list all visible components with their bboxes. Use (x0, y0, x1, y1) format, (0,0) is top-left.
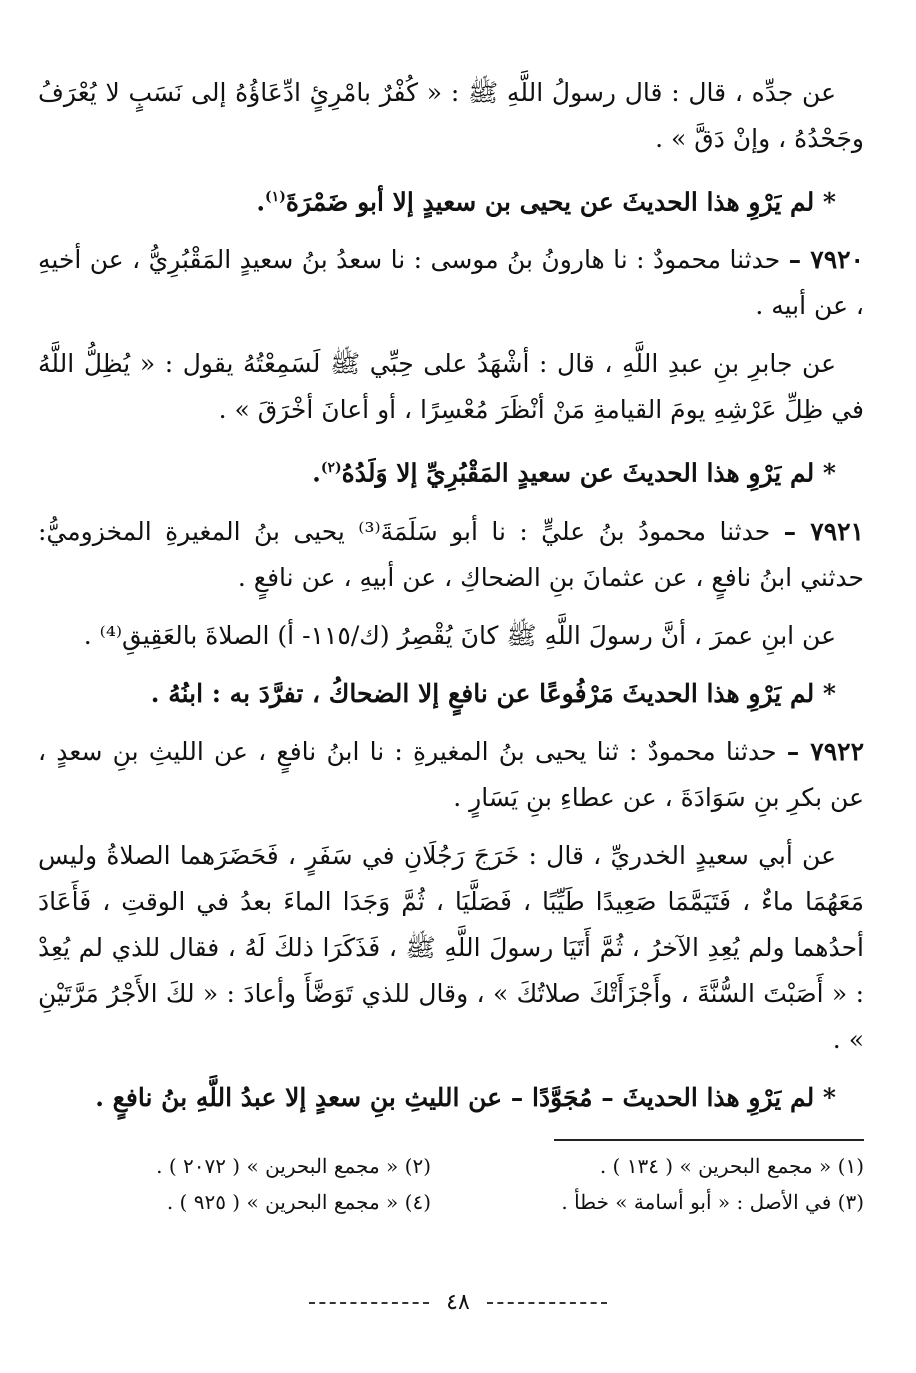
note-line-1 (38, 174, 864, 225)
footnotes (38, 1151, 864, 1217)
footnote-3: (٣) في الأصل : « أبو أسامة » خطأ . (561, 1189, 864, 1214)
paragraph-2-text: عن جابرِ بنِ عبدِ اللَّهِ ، قال : أشْهَدُ على حِبِّي ﷺ لَسَمِعْتُهُ يقول : « يُظِلُّ اللَّهُ في ظِلِّ عَرْشِهِ يومَ القيامةِ مَنْ أنْظَرَ مُعْسِرًا ، أو أعانَ أخْرَقَ » . (38, 349, 864, 425)
page-footer (0, 1290, 916, 1315)
hadith-7920-text: حدثنا محمودٌ : نا هارونُ بنُ موسى : نا سعدُ بنُ سعيدٍ المَقْبُرِيُّ ، عن أخيهِ ، عن أبيه . (38, 245, 864, 321)
footnote-ref-2: (٢) (320, 460, 342, 477)
footnote-2: (٢) « مجمع البحرين » ( ٢٠٧٢ ) . (156, 1153, 431, 1178)
paragraph-4 (38, 833, 864, 1063)
page-number: ٤٨ (446, 1290, 470, 1315)
paragraph-1 (38, 70, 864, 162)
footnote-4: (٤) « مجمع البحرين » ( ٩٢٥ ) . (166, 1189, 431, 1214)
paragraph-1-text: عن جدِّه ، قال : قال رسولُ اللَّهِ ﷺ : « كُفْرٌ بامْرِئٍ ادِّعَاؤُهُ إلى نَسَبٍ لا يُعْرَفُ وجَحْدُهُ ، وإنْ دَقَّ » . (38, 78, 864, 153)
hadith-7921-text: حدثنا محمودُ بنُ عليٍّ : نا أبو سَلَمَةَ⁽³⁾ يحيى بنُ المغيرةِ المخزوميُّ: حدثني ابنُ نافعٍ ، عن عثمانَ بنِ الضحاكِ ، عن أبيهِ ، عن نافعٍ . (38, 516, 864, 592)
hadith-number: ٧٩٢٠ – (788, 245, 864, 275)
hadith-number: ٧٩٢١ – (783, 516, 864, 546)
note-line-2-text: * لم يَرْوِ هذا الحديثَ عن سعيدٍ المَقْبُرِيِّ إلا وَلَدُهُ (341, 458, 836, 488)
paragraph-2 (38, 341, 864, 433)
note-line-2 (38, 445, 864, 496)
note-line-1-text: * لم يَرْوِ هذا الحديثَ عن يحيى بن سعيدٍ إلا أبو ضَمْرَةَ (285, 187, 836, 217)
hadith-7920 (38, 237, 864, 329)
note-line-3-text: * لم يَرْوِ هذا الحديثَ مَرْفُوعًا عن نافعٍ إلا الضحاكُ ، تفرَّدَ به : ابنُهُ . (150, 678, 836, 708)
footer-rule-left (309, 1302, 429, 1304)
hadith-7922-text: حدثنا محمودٌ : ثنا يحيى بنُ المغيرةِ : نا ابنُ نافعٍ ، عن الليثِ بنِ سعدٍ ، عن بكرِ بنِ سَوَادَةَ ، عن عطاءِ بنِ يَسَارٍ . (38, 736, 864, 812)
note-line-2-end: . (312, 458, 321, 488)
footnote-divider (554, 1139, 864, 1141)
note-line-3 (38, 671, 864, 717)
note-line-4-text: * لم يَرْوِ هذا الحديثَ – مُجَوَّدًا – عن الليثِ بنِ سعدٍ إلا عبدُ اللَّهِ بنُ نافعٍ . (95, 1082, 836, 1112)
hadith-number: ٧٩٢٢ – (786, 736, 864, 766)
note-line-1-end: . (256, 187, 266, 217)
paragraph-3 (38, 613, 864, 659)
paragraph-3-text: عن ابنِ عمرَ ، أنَّ رسولَ اللَّهِ ﷺ كانَ يُقْصِرُ (ك/١١٥- أ) الصلاةَ بالعَقِيقِ⁽⁴⁾ . (83, 620, 836, 650)
hadith-7922 (38, 729, 864, 821)
footnote-ref-1: (١) (265, 189, 286, 205)
paragraph-4-text: عن أبي سعيدٍ الخدريِّ ، قال : خَرَجَ رَجُلَانِ في سَفَرٍ ، فَحَضَرَهما الصلاةُ وليس مَعَهُمَا ماءٌ ، فَتَيَمَّمَا صَعِيدًا طَيِّبًا ، فَصَلَّيَا ، ثُمَّ وَجَدَا الماءَ بعدُ في الوقتِ ، فَأَعَادَ أحدُهما ولم يُعِدِ الآخرُ ، ثُمَّ أَتَيَا رسولَ اللَّهِ ﷺ ، فَذَكَرَا ذلكَ لَهُ ، فقال للذي لم يُعِدْ : « أَصَبْتَ السُّنَّةَ ، وأَجْزَأَتْكَ صلاتُكَ » ، وقال للذي تَوَضَّأَ وأعادَ : « لكَ الأَجْرُ مَرَّتَيْنِ » . (38, 840, 865, 1054)
hadith-7921 (38, 509, 864, 601)
footer-rule-right (487, 1302, 607, 1304)
note-line-4 (38, 1075, 864, 1121)
footnote-1: (١) « مجمع البحرين » ( ١٣٤ ) . (599, 1153, 864, 1178)
